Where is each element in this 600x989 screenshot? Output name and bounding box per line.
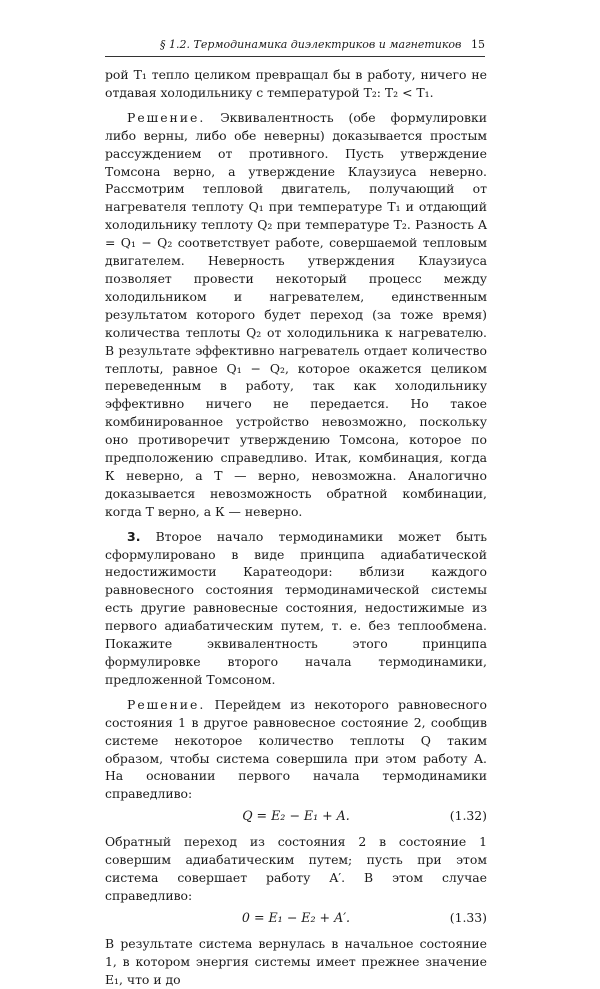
page-body xyxy=(105,66,487,989)
problem-3-paragraph xyxy=(105,528,487,689)
paragraph-text: В результате система вернулась в начальное состояние 1, в котором энергия системы имеет прежнее значение E₁, что и до xyxy=(105,935,487,987)
solution-label: Решение. xyxy=(127,109,206,125)
paragraph-text: Второе начало термодинамики может быть сформулировано в виде принципа адиабатической недостижимости Каратеодори: вблизи каждого равновесного состояния термодинамической системы есть другие равновесные состояния, недостижимые из первого адиабатическим путем, т. е. без теплообмена. Покажите эквивалентность этого принципа формулировке второго начала термодинамики, предложенной Томсоном. xyxy=(105,528,487,687)
solution-label: Решение. xyxy=(127,696,206,712)
equation-formula: Q = E₂ − E₁ + A. xyxy=(242,808,350,824)
equation-number: (1.32) xyxy=(449,808,487,824)
equation-number: (1.33) xyxy=(449,909,487,925)
paragraph-text: Обратный переход из состояния 2 в состояние 1 совершим адиабатическим путем; пусть при этом система совершает работу A′. В этом случае справедливо: xyxy=(105,834,487,903)
paragraph-result xyxy=(105,935,487,989)
paragraph-continuation xyxy=(105,66,487,102)
paragraph-text: рой T₁ тепло целиком превращал бы в работу, ничего не отдавая холодильнику с температурой T₂: T₂ < T₁. xyxy=(105,67,487,100)
page-number: 15 xyxy=(471,38,485,51)
equation-1-32 xyxy=(105,805,487,829)
page-header xyxy=(105,38,485,57)
equation-1-33 xyxy=(105,907,487,931)
paragraph-text: Перейдем из некоторого равновесного состояния 1 в другое равновесное состояние 2, сообщив системе некоторое количество теплоты Q таким образом, чтобы система совершила при этом работу A. На основании первого начала термодинамики справедливо: xyxy=(105,696,487,802)
paragraph-reverse-transition xyxy=(105,833,487,905)
problem-number: 3. xyxy=(127,528,141,544)
solution-paragraph-1 xyxy=(105,109,487,521)
running-title: § 1.2. Термодинамика диэлектриков и магнетиков xyxy=(160,38,462,51)
paragraph-text: Эквивалентность (обе формулировки либо верны, либо обе неверны) доказывается простым рассуждением от противного. Пусть утверждение Томсона верно, а утверждение Клаузиуса неверно. Рассмотрим тепловой двигатель, получающий от нагревателя теплоту Q₁ при температуре T₁ и отдающий холодильнику теплоту Q₂ при температуре T₂. Разность A = Q₁ − Q₂ соответствует работе, совершаемой тепловым двигателем. Неверность утверждения Клаузиуса позволяет провести некоторый процесс между холодильником и нагревателем, единственным результатом которого будет переход (за тоже время) количества теплоты Q₂ от холодильника к нагревателю. В результате эффективно нагреватель отдает количество теплоты, равное Q₁ − Q₂, которое окажется целиком переведенным в работу, так как холодильнику эффективно ничего не передается. Но такое комбинированное устройство невозможно, поскольку оно противоречит утверждению Томсона, которое по предположению справедливо. Итак, комбинация, когда К неверно, а Т — верно, невозможна. Аналогично доказывается невозможность обратной комбинации, когда Т верно, а К — неверно. xyxy=(105,109,487,519)
equation-formula: 0 = E₁ − E₂ + A′. xyxy=(241,909,351,925)
